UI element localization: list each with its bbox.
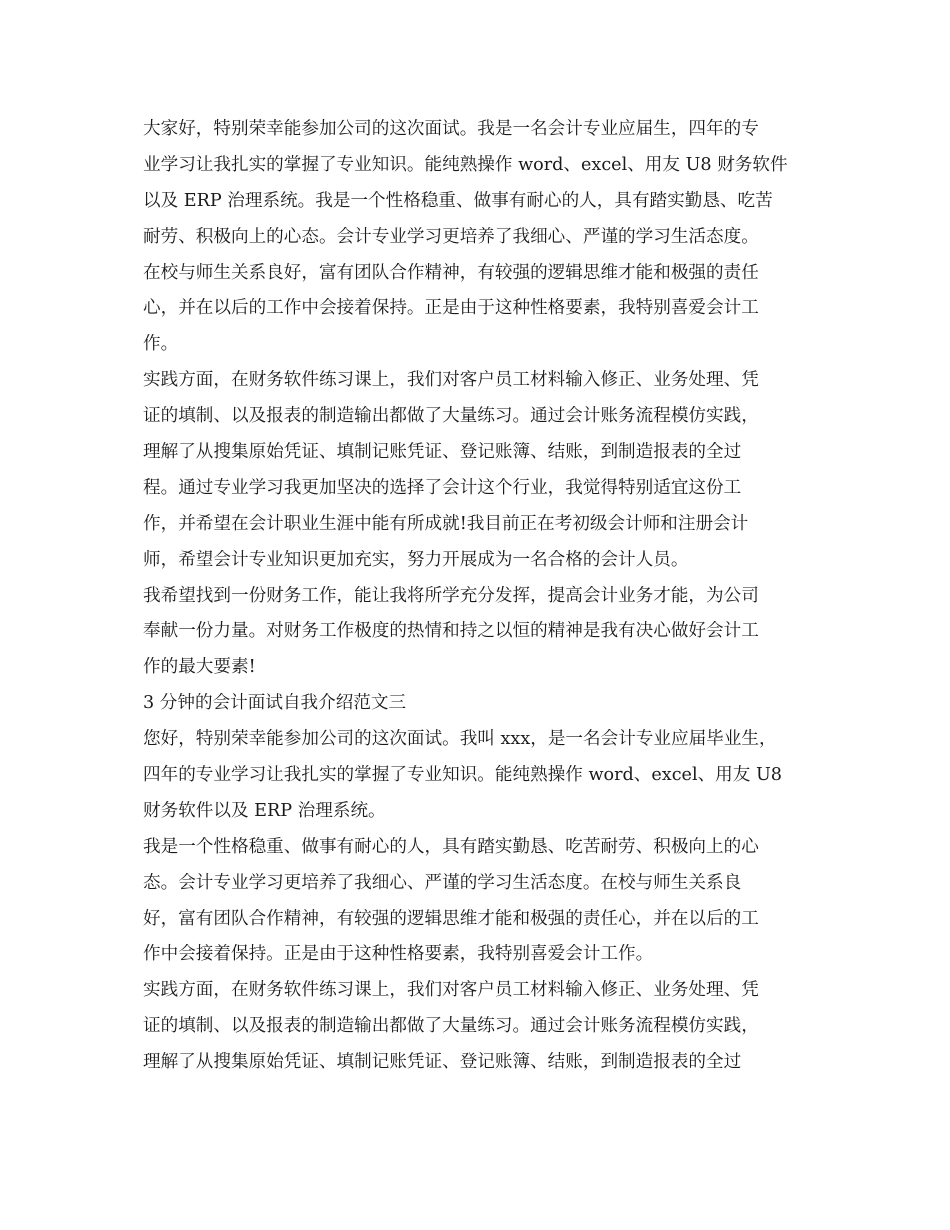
text-line: 您好，特别荣幸能参加公司的这次面试。我叫 xxx，是一名会计专业应届毕业生， xyxy=(143,729,777,750)
text-line: 实践方面，在财务软件练习课上，我们对客户员工材料输入修正、业务处理、凭 xyxy=(143,980,759,1001)
text-line: 耐劳、积极向上的心态。会计专业学习更培养了我细心、严谨的学习生活态度。 xyxy=(143,226,759,247)
text-line: 作中会接着保持。正是由于这种性格要素，我特别喜爱会计工作。 xyxy=(143,944,654,965)
text-line: 证的填制、以及报表的制造输出都做了大量练习。通过会计账务流程模仿实践， xyxy=(143,1016,759,1037)
text-line: 程。通过专业学习我更加坚决的选择了会计这个行业，我觉得特别适宜这份工 xyxy=(143,477,742,498)
text-line: 业学习让我扎实的掌握了专业知识。能纯熟操作 word、excel、用友 U8 财务软件 xyxy=(143,154,788,175)
text-line: 四年的专业学习让我扎实的掌握了专业知识。能纯熟操作 word、excel、用友 U8 xyxy=(143,765,782,786)
text-line: 理解了从搜集原始凭证、填制记账凭证、登记账簿、结账，到制造报表的全过 xyxy=(143,1052,742,1073)
text-line: 在校与师生关系良好，富有团队合作精神，有较强的逻辑思维才能和极强的责任 xyxy=(143,262,759,283)
text-line: 作。 xyxy=(143,334,179,355)
text-line: 师，希望会计专业知识更加充实，努力开展成为一名合格的会计人员。 xyxy=(143,549,689,570)
text-line: 以及 ERP 治理系统。我是一个性格稳重、做事有耐心的人，具有踏实勤恳、吃苦 xyxy=(143,190,773,211)
text-line: 我是一个性格稳重、做事有耐心的人，具有踏实勤恳、吃苦耐劳、积极向上的心 xyxy=(143,836,759,857)
text-line: 奉献一份力量。对财务工作极度的热情和持之以恒的精神是我有决心做好会计工 xyxy=(143,621,759,642)
text-line: 我希望找到一份财务工作，能让我将所学充分发挥，提高会计业务才能，为公司 xyxy=(143,585,759,606)
text-line: 证的填制、以及报表的制造输出都做了大量练习。通过会计账务流程模仿实践， xyxy=(143,406,759,427)
section-heading: 3 分钟的会计面试自我介绍范文三 xyxy=(143,693,407,714)
text-line: 财务软件以及 ERP 治理系统。 xyxy=(143,800,386,821)
text-line: 好，富有团队合作精神，有较强的逻辑思维才能和极强的责任心，并在以后的工 xyxy=(143,908,759,929)
text-line: 心，并在以后的工作中会接着保持。正是由于这种性格要素，我特别喜爱会计工 xyxy=(143,298,759,319)
document-body xyxy=(143,112,803,1081)
text-line: 作，并希望在会计职业生涯中能有所成就!我目前正在考初级会计师和注册会计 xyxy=(143,513,749,534)
text-line: 大家好，特别荣幸能参加公司的这次面试。我是一名会计专业应届生，四年的专 xyxy=(143,119,759,139)
text-line: 作的最大要素! xyxy=(143,657,256,678)
text-line: 实践方面，在财务软件练习课上，我们对客户员工材料输入修正、业务处理、凭 xyxy=(143,370,759,391)
text-line: 理解了从搜集原始凭证、填制记账凭证、登记账簿、结账，到制造报表的全过 xyxy=(143,442,742,463)
text-line: 态。会计专业学习更培养了我细心、严谨的学习生活态度。在校与师生关系良 xyxy=(143,872,742,893)
